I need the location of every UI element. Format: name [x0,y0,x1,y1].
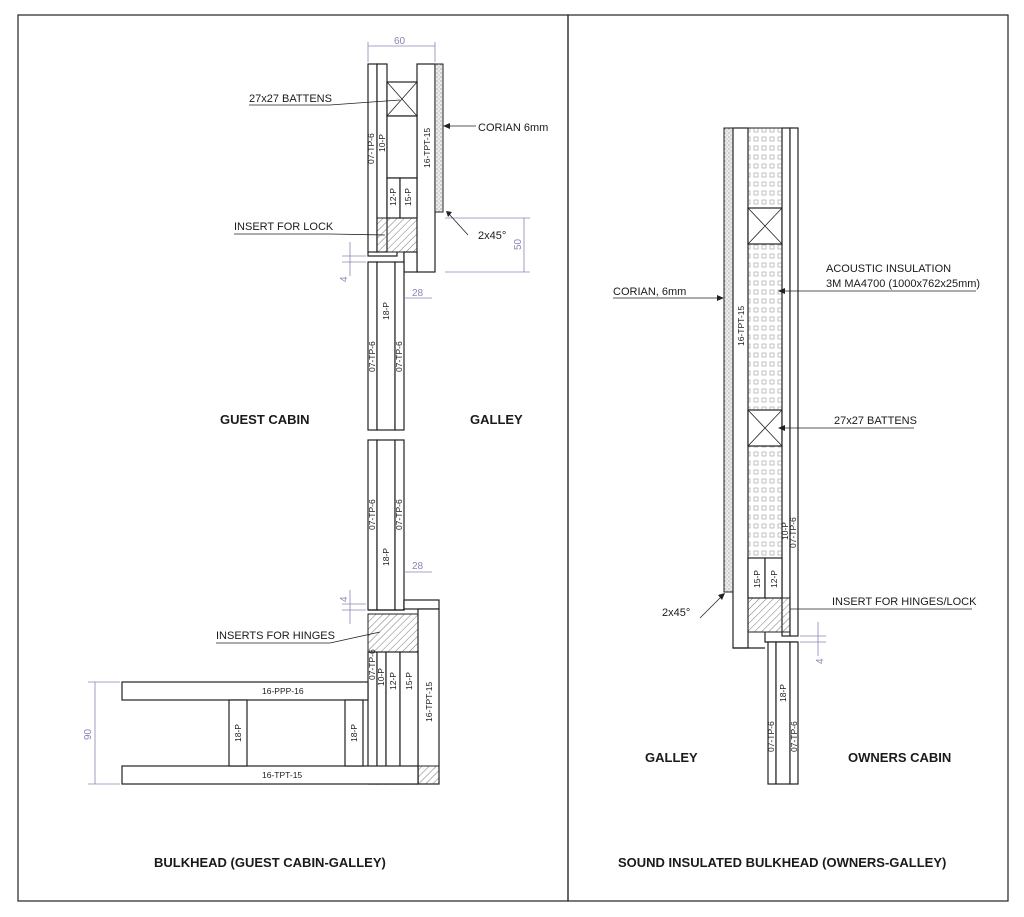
label-07tp6: 07-TP-6 [367,341,377,372]
left-inner-stack [387,116,417,178]
callout-insert: INSERT FOR HINGES/LOCK [832,596,977,608]
label-07tp6: 07-TP-6 [789,721,799,752]
label-10p: 10-P [377,134,387,152]
callout-chamfer: 2x45° [662,607,691,619]
label-10p: 10-P [780,522,790,540]
callout-acoustic-spec: 3M MA4700 (1000x762x25mm) [826,278,981,290]
label-10p: 10-P [376,668,386,686]
right-corian-strip [724,128,733,592]
label-07tp6: 07-TP-6 [394,341,404,372]
room-galley: GALLEY [645,750,698,765]
left-title: BULKHEAD (GUEST CABIN-GALLEY) [154,855,386,870]
callout-battens: 27x27 BATTENS [834,415,917,427]
dim-height-50: 50 [513,238,524,250]
label-16tpt15: 16-TPT-15 [422,127,432,168]
label-12p: 12-P [388,672,398,690]
dim-height-90: 90 [83,728,94,740]
right-title: SOUND INSULATED BULKHEAD (OWNERS-GALLEY) [618,855,947,870]
label-07tp6: 07-TP-6 [367,649,377,680]
callout-inserts-hinges: INSERTS FOR HINGES [216,630,335,642]
callout-battens: 27x27 BATTENS [249,93,332,105]
label-18p: 18-P [381,302,391,320]
label-15p: 15-P [752,570,762,588]
label-07tp6: 07-TP-6 [394,499,404,530]
label-12p: 12-P [769,570,779,588]
right-panel-16tpt15 [733,128,748,648]
label-07tp6: 07-TP-6 [366,133,376,164]
label-07tp6: 07-TP-6 [367,499,377,530]
label-15p: 15-P [404,672,414,690]
room-owners-cabin: OWNERS CABIN [848,750,952,765]
dim-width-28: 28 [412,561,424,572]
callout-corian: CORIAN, 6mm [613,286,687,298]
label-15p: 15-P [403,188,413,206]
label-18p: 18-P [233,724,243,742]
callout-insert-lock: INSERT FOR LOCK [234,221,334,233]
label-16tpt15: 16-TPT-15 [424,681,434,722]
callout-acoustic: ACOUSTIC INSULATION [826,263,952,275]
label-16ppp16: 16-PPP-16 [262,686,304,696]
room-galley: GALLEY [470,412,523,427]
label-12p: 12-P [388,188,398,206]
left-corian-strip [435,64,443,212]
label-18p: 18-P [778,684,788,702]
dim-top-width: 60 [394,36,406,47]
dim-gap-4: 4 [815,658,826,664]
label-16tpt15: 16-TPT-15 [262,770,303,780]
room-guest-cabin: GUEST CABIN [220,412,310,427]
left-floor-top [122,682,368,700]
callout-corian: CORIAN 6mm [478,122,549,134]
left-dimensions [83,36,530,784]
dim-width-28: 28 [412,288,424,299]
label-16tpt15: 16-TPT-15 [736,305,746,346]
label-07tp6: 07-TP-6 [766,721,776,752]
callout-chamfer: 2x45° [478,230,507,242]
right-acoustic-insulation [748,128,782,558]
label-07tp6: 07-TP-6 [788,517,798,548]
right-dimensions [800,622,826,664]
right-insert [748,598,790,632]
label-18p: 18-P [349,724,359,742]
dim-gap-4: 4 [339,276,350,282]
dim-gap-4: 4 [339,596,350,602]
label-18p: 18-P [381,548,391,566]
